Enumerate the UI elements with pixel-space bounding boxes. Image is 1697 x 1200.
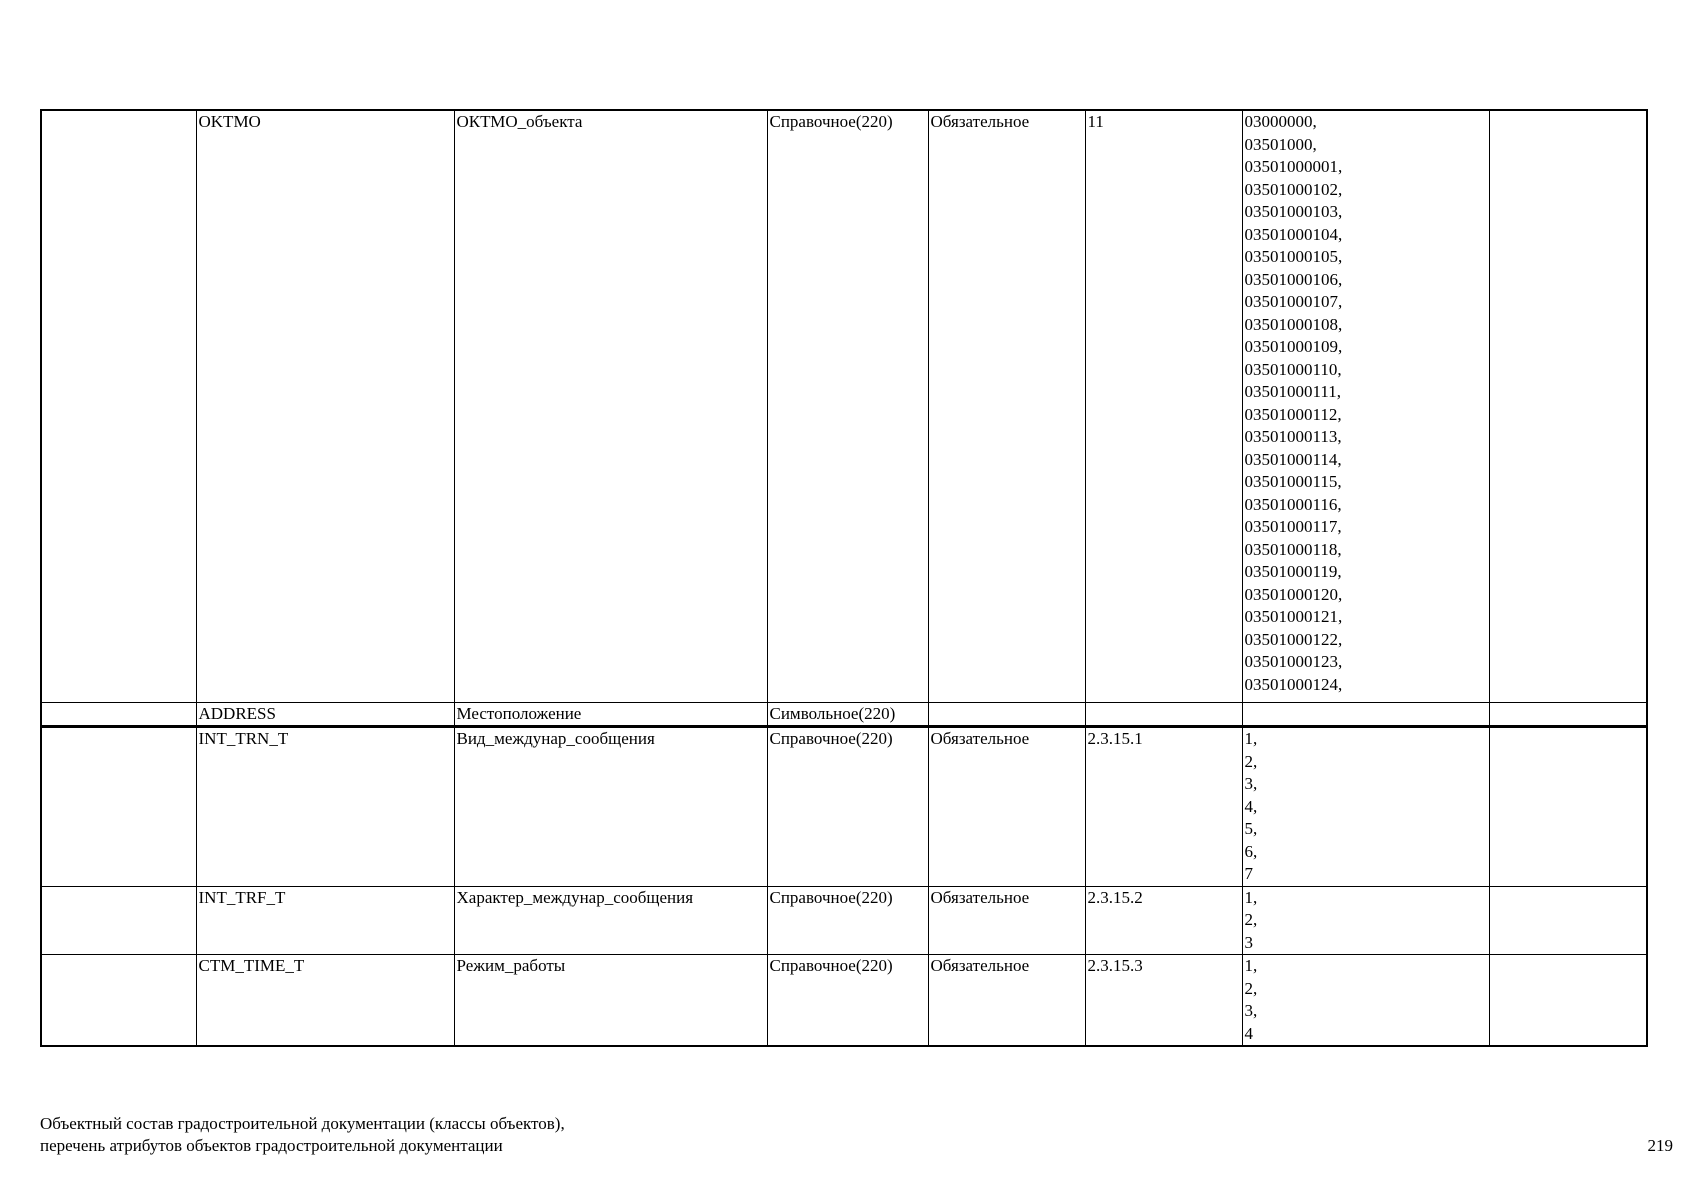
attribute-note [1489, 110, 1647, 702]
attribute-type: Справочное(220) [767, 886, 928, 955]
value-item: 3 [1244, 932, 1253, 952]
attribute-values [1242, 955, 1489, 1047]
attribute-note [1489, 955, 1647, 1047]
value-item: 03501000118, [1244, 539, 1342, 559]
attribute-code: ADDRESS [196, 702, 454, 727]
values-list [1245, 728, 1487, 886]
attribute-name: Вид_междунар_сообщения [454, 727, 767, 887]
value-item: 03501000110, [1244, 359, 1342, 379]
value-item: 03501000105, [1244, 247, 1343, 266]
attribute-values [1242, 110, 1489, 702]
value-item: 6, [1244, 841, 1258, 861]
value-item: 03501000122, [1244, 629, 1343, 649]
values-list [1245, 955, 1487, 1045]
attribute-values [1242, 702, 1489, 727]
attribute-name: Режим_работы [454, 955, 767, 1047]
attribute-note [1489, 702, 1647, 727]
attribute-type: Справочное(220) [767, 727, 928, 887]
value-item: 2, [1244, 751, 1258, 771]
value-item: 2, [1244, 978, 1258, 998]
table-row [41, 110, 1647, 702]
value-item: 7 [1244, 864, 1253, 883]
attribute-type: Справочное(220) [767, 955, 928, 1047]
group-cell [41, 702, 196, 727]
value-item: 03501000108, [1244, 314, 1343, 334]
attribute-required: Обязательное [928, 886, 1085, 955]
value-item: 03501000001, [1244, 157, 1343, 176]
value-item: 03000000, [1244, 112, 1317, 131]
value-item: 03501000114, [1244, 449, 1342, 469]
value-item: 03501000124, [1244, 674, 1343, 694]
value-item: 03501000103, [1244, 202, 1343, 221]
value-item: 03501000113, [1244, 427, 1342, 446]
value-item: 03501000115, [1244, 472, 1342, 491]
value-item: 03501000104, [1244, 224, 1343, 244]
attribute-required: Обязательное [928, 727, 1085, 887]
value-item: 03501000119, [1244, 562, 1342, 581]
values-list [1245, 111, 1487, 696]
attribute-reference: 2.3.15.2 [1085, 886, 1242, 955]
attribute-required: Обязательное [928, 110, 1085, 702]
value-item: 3, [1244, 1001, 1258, 1020]
table-row [41, 886, 1647, 955]
value-item: 03501000123, [1244, 652, 1343, 671]
value-item: 03501000107, [1244, 292, 1343, 311]
value-item: 1, [1244, 887, 1258, 907]
value-item: 03501000106, [1244, 269, 1343, 289]
value-item: 03501000111, [1244, 382, 1341, 401]
value-item: 03501000112, [1244, 404, 1342, 424]
attribute-note [1489, 727, 1647, 887]
attribute-name: ОКТМО_объекта [454, 110, 767, 702]
attribute-code: INT_TRF_T [196, 886, 454, 955]
value-item: 1, [1244, 956, 1258, 975]
page-number: 219 [1647, 1136, 1673, 1155]
attribute-code: CTM_TIME_T [196, 955, 454, 1047]
value-item: 03501000, [1244, 134, 1317, 154]
attribute-required [928, 702, 1085, 727]
value-item: 4, [1244, 796, 1258, 816]
attribute-type: Справочное(220) [767, 110, 928, 702]
value-item: 2, [1244, 910, 1258, 929]
value-item: 03501000109, [1244, 337, 1343, 356]
value-item: 1, [1244, 729, 1258, 748]
attribute-name: Местоположение [454, 702, 767, 727]
group-cell [41, 727, 196, 887]
table-row [41, 955, 1647, 1047]
attribute-type: Символьное(220) [767, 702, 928, 727]
values-list [1245, 887, 1487, 955]
footer-line-1: Объектный состав градостроительной документации (классы объектов), [40, 1114, 565, 1133]
footer-title [40, 1113, 565, 1157]
attribute-reference: 11 [1085, 110, 1242, 702]
attribute-note [1489, 886, 1647, 955]
attribute-table [40, 109, 1648, 1047]
value-item: 03501000121, [1244, 607, 1343, 626]
attribute-values [1242, 727, 1489, 887]
value-item: 5, [1244, 819, 1258, 838]
attribute-required: Обязательное [928, 955, 1085, 1047]
group-cell [41, 886, 196, 955]
value-item: 03501000116, [1244, 494, 1342, 514]
table-row [41, 702, 1647, 727]
attribute-reference [1085, 702, 1242, 727]
value-item: 4 [1244, 1023, 1253, 1043]
attribute-code: OKTMO [196, 110, 454, 702]
table-row [41, 727, 1647, 887]
value-item: 03501000117, [1244, 517, 1342, 536]
attribute-reference: 2.3.15.3 [1085, 955, 1242, 1047]
footer-line-2: перечень атрибутов объектов градостроительной документации [40, 1136, 503, 1155]
attribute-values [1242, 886, 1489, 955]
value-item: 03501000120, [1244, 584, 1343, 604]
value-item: 3, [1244, 774, 1258, 793]
table-body [41, 110, 1647, 1046]
attribute-name: Характер_междунар_сообщения [454, 886, 767, 955]
group-cell [41, 110, 196, 702]
attribute-code: INT_TRN_T [196, 727, 454, 887]
attribute-reference: 2.3.15.1 [1085, 727, 1242, 887]
group-cell [41, 955, 196, 1047]
value-item: 03501000102, [1244, 179, 1343, 199]
